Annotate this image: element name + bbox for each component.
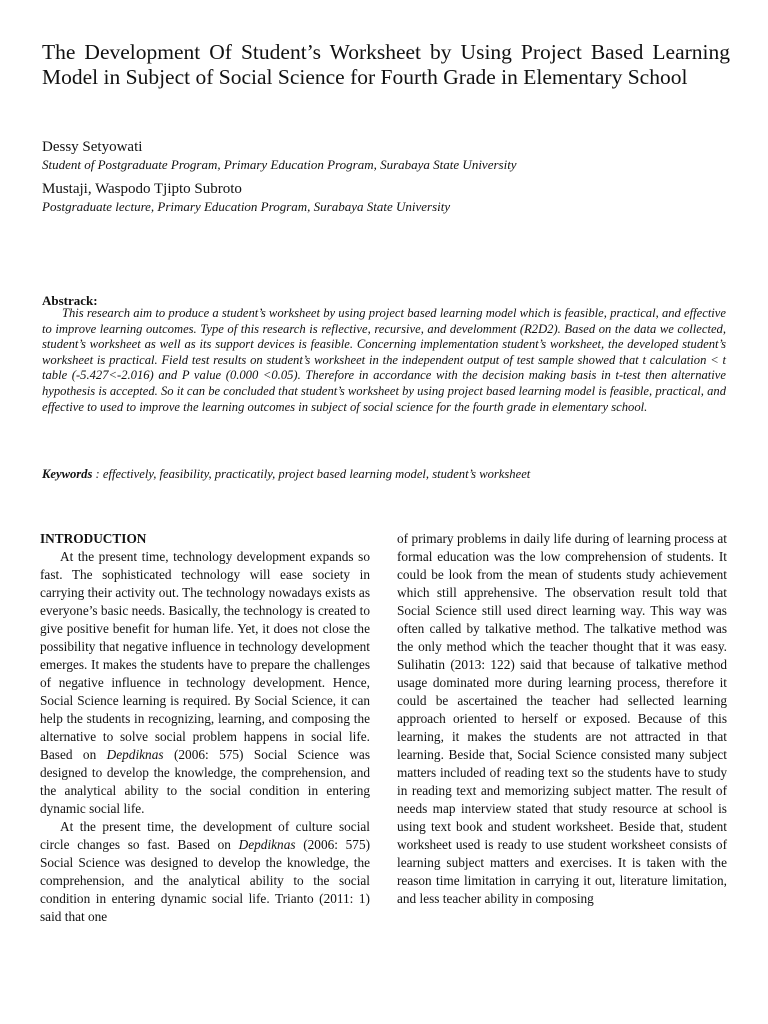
abstract-label: Abstrack:	[42, 293, 98, 308]
abstract-text: This research aim to produce a student’s worksheet by using project based learning model which is feasible, practical, and effective to improve learning outcomes. Type of this research is reflective, recursive, and develomment (R2D2). Based on the data we collected, student’s worksheet as well as its support devices is feasible. Concerning implementation student’s worksheet, the developed student’s worksheet is practical. Field test results on student’s worksheet in the independent output of test sample showed that t calculation < t table (-5.427<-2.016) and P value (0.000 <0.05). Therefore in accordance with the decision making basis in t-test then alternative hypothesis is accepted. So it can be concluded that student’s worksheet by using project based learning model is feasible, practical, and effective to used to improve the learning outcomes in subject of social science for the fourth grade in elementary school.	[42, 306, 726, 414]
intro-paragraph-1-end: (2006: 575) Social Science was designed to develop the knowledge, the comprehension, and the analytical ability to the social condition in entering dynamic social life.	[40, 747, 371, 816]
paper-title: The Development Of Student’s Worksheet by Using Project Based Learning Model in Subject of Social Science for Fourth Grade in Elementary School	[42, 40, 730, 89]
citation-depdiknas-1: Depdiknas	[106, 747, 164, 762]
left-column	[40, 530, 370, 926]
keywords-list: : effectively, feasibility, practicatily, project based learning model, student’s worksheet	[95, 467, 531, 481]
right-column-text: of primary problems in daily life during of learning process at formal education was the low comprehension of students. It could be look from the mean of students study achievement which still apprehensive. The observation result told that Social Science still used direct learning way. This way was often called by talkative method. The talkative method was the only method which the teacher thought that it was easy. Sulihatin (2013: 122) said that because of talkative method usage dominated more during learning process, therefore it could be ascertained the teacher had sellected learning approach oriented to herself or exposed. Because of this learning, it makes the students are not attracted in that learning. Beside that, Social Science consisted many subject matters included of reading text so the students have to study in reading text and memorizing subject matter. The result of needs map interview stated that study resource at school is using text book and student worksheet. Beside that, student worksheet used is ready to use student worksheet consists of learning subject matters and exercises. It is taken with the reason time limitation in carrying it out, literature limitation, and less teacher ability in composing	[397, 531, 727, 906]
citation-depdiknas-2: Depdiknas	[238, 837, 296, 852]
author-affiliation-1: Student of Postgraduate Program, Primary Education Program, Surabaya State University	[42, 157, 517, 172]
intro-paragraph-2-start: At the present time, the development of culture social circle changes so fast. Based on	[40, 819, 370, 852]
author-affiliation-2: Postgraduate lecture, Primary Education Program, Surabaya State University	[42, 199, 451, 214]
intro-paragraph-2	[40, 818, 370, 926]
intro-paragraph-1-text: At the present time, technology development expands so fast. The sophisticated technology will ease society in carrying their activity out. The technology nowadays exists as everyone’s basic needs. Basically, the technology is created to give positive benefit for human life. Yet, it does not close the possibility that negative influence in technology development emerges. It makes the students have to prepare the challenges of negative influence in technology development. Hence, Social Science learning is required. By Social Science, it can help the students in recognizing, learning, and composing the alternative to solve social problem happens in social life. Based on	[40, 549, 370, 762]
intro-paragraph-1	[40, 548, 370, 818]
introduction-heading: INTRODUCTION	[40, 531, 147, 546]
right-column	[397, 530, 727, 908]
keywords-label: Keywords	[42, 467, 93, 481]
intro-paragraph-2-end: (2006: 575) Social Science was designed to develop the knowledge, the comprehension, and the analytical ability to the social condition in entering dynamic social life. Trianto (2011: 1) said that one	[40, 837, 371, 924]
author-name-1: Dessy Setyowati	[42, 139, 143, 155]
author-name-2: Mustaji, Waspodo Tjipto Subroto	[42, 181, 242, 197]
keywords-line	[42, 467, 732, 482]
